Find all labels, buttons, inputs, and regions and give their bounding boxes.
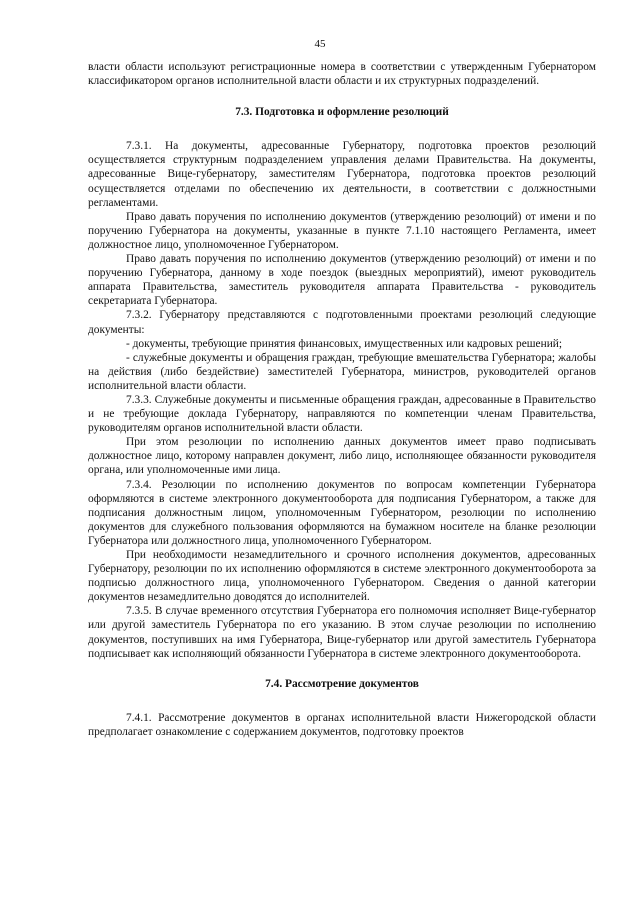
document-body xyxy=(88,60,596,739)
paragraph-signing-rights: При этом резолюции по исполнению данных документов имеет право подписывать должностное лицо, которому направлен документ, либо лицо, исполняющее обязанности руководителя органа, или уполномоченные ими лица. xyxy=(88,436,596,477)
paragraph-urgent-execution: При необходимости незамедлительного и срочного исполнения документов, адресованных Губернатору, резолюции по их исполнению оформляются в системе электронного документооборота за подписью должностного лица, уполномоченного Губернатором. Сведения о данной категории документов незамедлительно доводятся до исполнителей. xyxy=(88,549,596,604)
paragraph-authority-2: Право давать поручения по исполнению документов (утверждению резолюций) от имени и по поручению Губернатора, данному в ходе поездок (выездных мероприятий), имеют руководитель аппарата Правительства, заместитель руководителя аппарата Правительства - руководитель секретариата Губернатора. xyxy=(88,253,596,308)
paragraph-7-4-1: 7.4.1. Рассмотрение документов в органах исполнительной власти Нижегородской области предполагает ознакомление с содержанием документов, подготовку проектов xyxy=(88,711,596,738)
paragraph-7-3-4: 7.3.4. Резолюции по исполнению документов по вопросам компетенции Губернатора оформляются в системе электронного документооборота для подписания Губернатором, а также для подписания должностным лицом, уполномоченным Губернатором, резолюции по исполнению документов для служебного пользования оформляются на бумажном носителе на бланке резолюции Губернатора или должностного лица, уполномоченного Губернатором. xyxy=(88,478,596,547)
paragraph-7-3-1: 7.3.1. На документы, адресованные Губернатору, подготовка проектов резолюций осуществляется структурным подразделением управления делами Правительства. На документы, адресованные Вице-губернатору, заместителям Губернатора, подготовка проектов резолюций осуществляется отделами по обеспечению их деятельности, в соответствии с должностными регламентами. xyxy=(88,140,596,209)
section-heading-7-3: 7.3. Подготовка и оформление резолюций xyxy=(235,106,449,119)
intro-paragraph: власти области используют регистрационные номера в соответствии с утвержденным Губернатором классификатором органов исполнительной власти области и их структурных подразделений. xyxy=(88,61,596,88)
list-item-official-documents: - служебные документы и обращения граждан, требующие вмешательства Губернатора; жалобы на действия (либо бездействие) заместителей Губернатора, министров, руководителей органов исполнительной власти области. xyxy=(88,351,596,392)
page-number: 45 xyxy=(314,38,326,50)
list-item-financial: - документы, требующие принятия финансовых, имущественных или кадровых решений; xyxy=(126,337,563,350)
paragraph-7-3-3: 7.3.3. Служебные документы и письменные обращения граждан, адресованные в Правительство и не требующие доклада Губернатору, направляются по компетенции членам Правительства, руководителям органов исполнительной власти области. xyxy=(88,393,596,435)
paragraph-7-3-5: 7.3.5. В случае временного отсутствия Губернатора его полномочия исполняет Вице-губернатор или другой заместитель Губернатора по его указанию. В этом случае резолюции по исполнению документов, поступивших на имя Губернатора, Вице-губернатор или другой заместитель Губернатора подписывает как исполняющий обязанности Губернатора в системе электронного документооборота. xyxy=(88,605,596,660)
paragraph-7-3-2: 7.3.2. Губернатору представляются с подготовленными проектами резолюций следующие документы: xyxy=(88,309,596,336)
section-heading-7-4: 7.4. Рассмотрение документов xyxy=(265,677,419,690)
paragraph-authority-1: Право давать поручения по исполнению документов (утверждению резолюций) от имени и по поручению Губернатора на документы, указанные в пункте 7.1.10 настоящего Регламента, имеет должностное лицо, уполномоченное Губернатором. xyxy=(88,210,596,251)
